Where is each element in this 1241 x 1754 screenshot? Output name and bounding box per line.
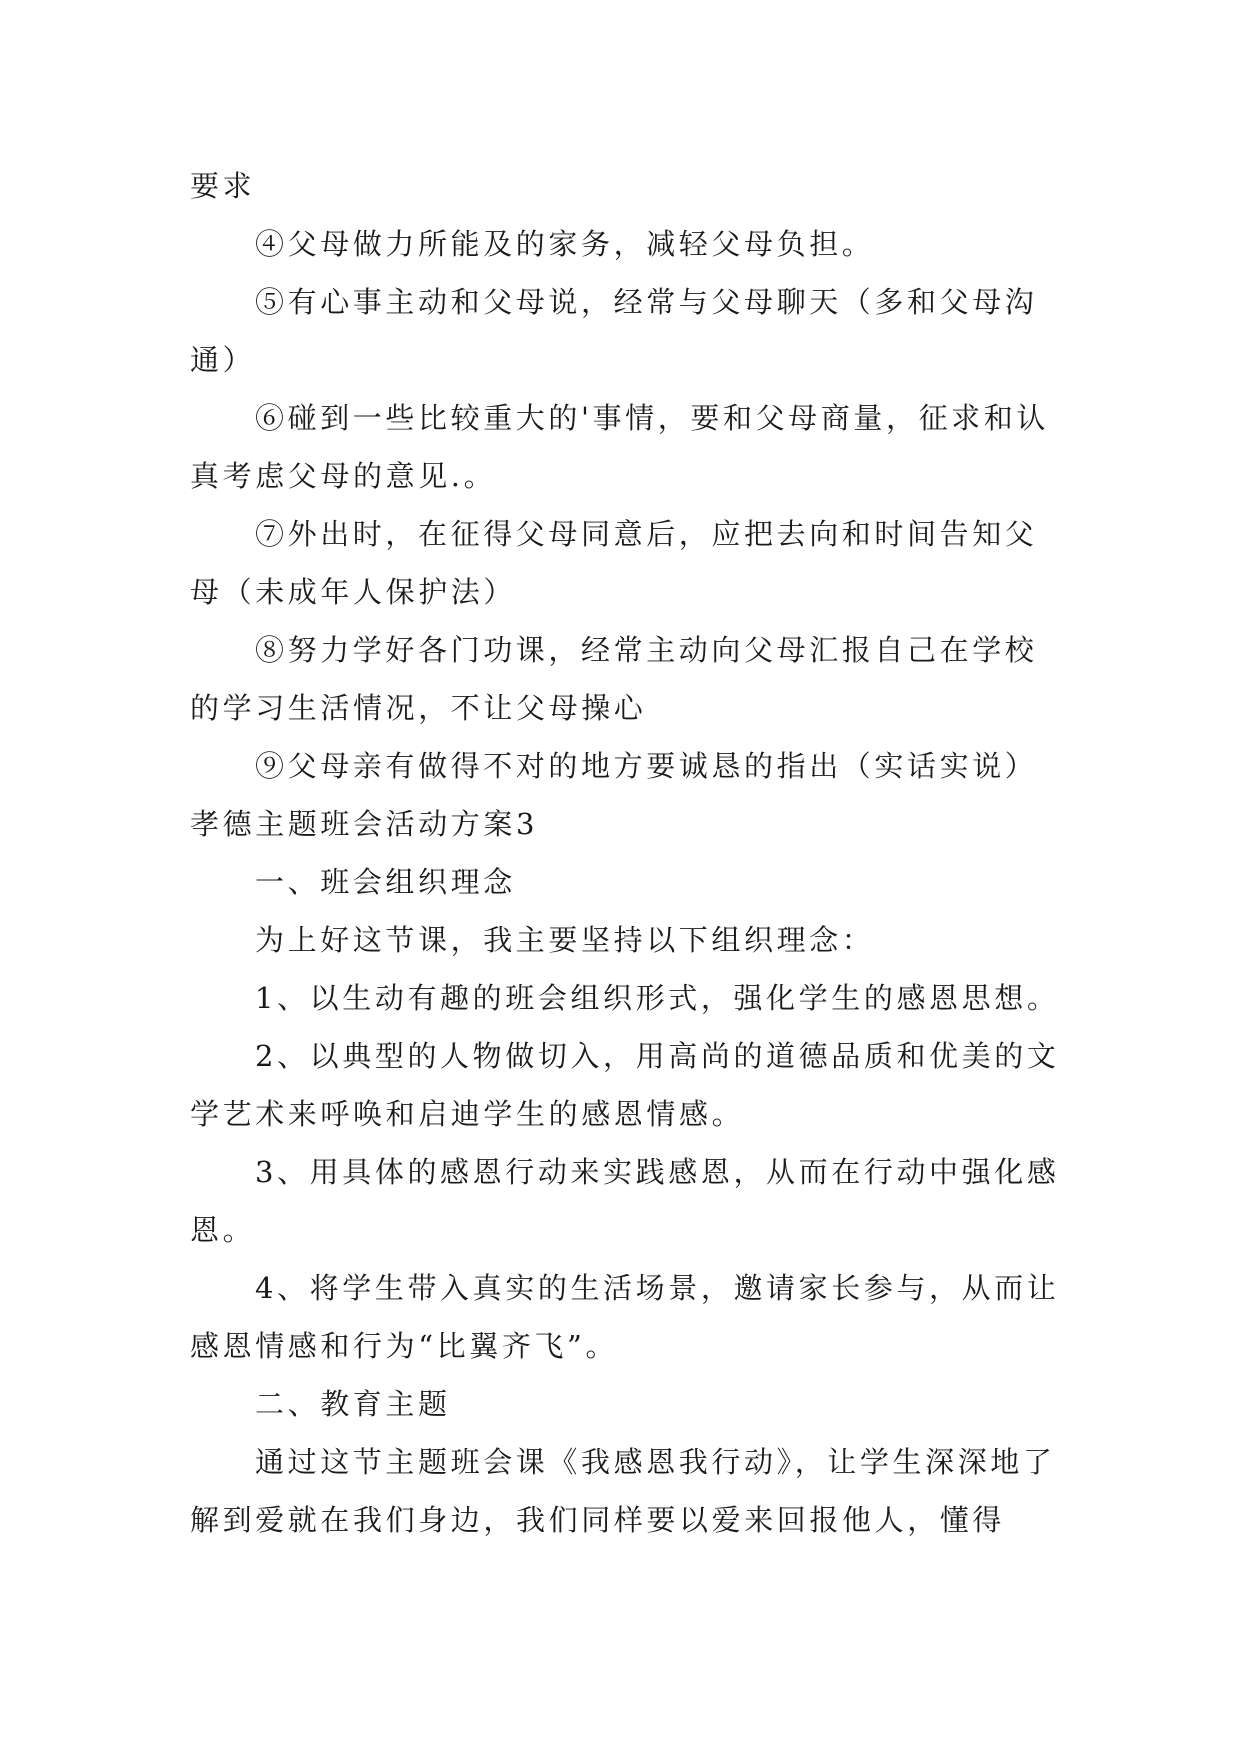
paragraph-item-7: ⑦外出时，在征得父母同意后，应把去向和时间告知父母（未成年人保护法） <box>190 517 1038 609</box>
paragraph-item-6: ⑥碰到一些比较重大的'事情，要和父母商量，征求和认真考虑父母的意见.。 <box>190 401 1049 493</box>
paragraph-concept-1: 1、以生动有趣的班会组织形式，强化学生的感恩思想。 <box>255 981 1060 1015</box>
paragraph-concept-3: 3、用具体的感恩行动来实践感恩，从而在行动中强化感恩。 <box>190 1155 1060 1247</box>
heading-organization-concept: 一、班会组织理念 <box>255 865 516 899</box>
paragraph-theme-body: 通过这节主题班会课《我感恩我行动》，让学生深深地了解到爱就在我们身边，我们同样要以爱来回报他人，懂得 <box>190 1445 1056 1537</box>
paragraph-item-4: ④父母做力所能及的家务，减轻父母负担。 <box>255 227 875 261</box>
heading-education-theme: 二、教育主题 <box>255 1387 451 1421</box>
paragraph-concept-2: 2、以典型的人物做切入，用高尚的道德品质和优美的文学艺术来呼唤和启迪学生的感恩情感。 <box>190 1039 1060 1131</box>
paragraph-item-5: ⑤有心事主动和父母说，经常与父母聊天（多和父母沟通） <box>190 285 1038 377</box>
paragraph-item-8: ⑧努力学好各门功课，经常主动向父母汇报自己在学校的学习生活情况，不让父母操心 <box>190 633 1038 725</box>
paragraph-concept-intro: 为上好这节课，我主要坚持以下组织理念： <box>255 923 875 957</box>
paragraph-item-9: ⑨父母亲有做得不对的地方要诚恳的指出（实话实说） <box>255 749 1038 783</box>
section-title-plan-3: 孝德主题班会活动方案3 <box>190 807 539 841</box>
paragraph-requirements-tail: 要求 <box>190 169 256 203</box>
document-body <box>190 157 1060 1549</box>
paragraph-concept-4: 4、将学生带入真实的生活场景，邀请家长参与，从而让感恩情感和行为“比翼齐飞”。 <box>190 1271 1060 1363</box>
